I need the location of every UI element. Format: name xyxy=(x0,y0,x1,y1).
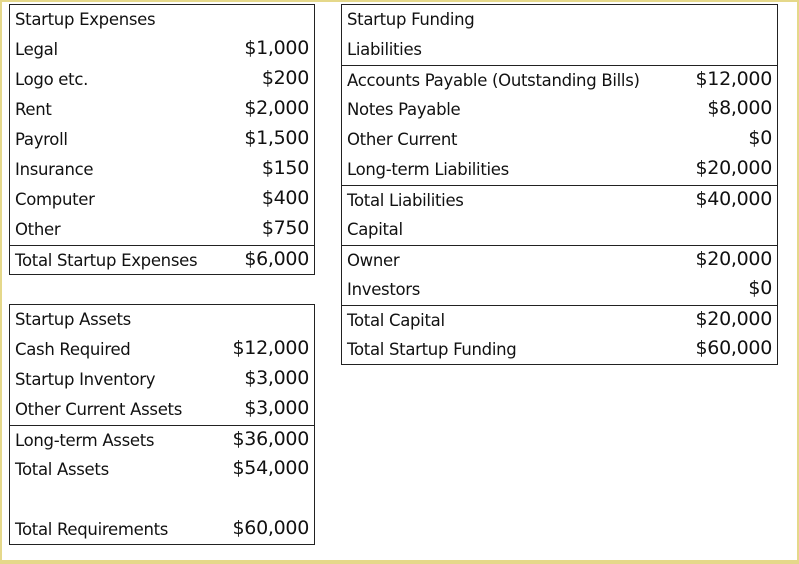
total-requirements-value: $60,000 xyxy=(232,517,309,539)
table-title-row xyxy=(342,5,777,35)
funding-title: Startup Funding xyxy=(347,10,475,29)
row-label: Insurance xyxy=(15,160,94,179)
total-funding-label: Total Startup Funding xyxy=(347,340,517,359)
row-value: $150 xyxy=(261,157,309,179)
startup-funding-table xyxy=(341,4,778,365)
row-value: $0 xyxy=(748,277,772,299)
table-row xyxy=(10,335,314,365)
row-label: Owner xyxy=(347,251,400,270)
startup-assets-table xyxy=(9,304,315,545)
table-row xyxy=(10,125,314,155)
row-value: $1,000 xyxy=(244,37,309,59)
row-value: $12,000 xyxy=(695,68,772,90)
row-label: Startup Inventory xyxy=(15,370,156,389)
table-title-row xyxy=(10,305,314,335)
total-liabilities-label: Total Liabilities xyxy=(347,191,464,210)
row-label: Payroll xyxy=(15,130,68,149)
table-title-row xyxy=(10,5,314,35)
row-value: $8,000 xyxy=(707,97,772,119)
section-heading-row xyxy=(342,35,777,65)
table-row xyxy=(342,65,777,95)
row-value: $3,000 xyxy=(244,367,309,389)
row-label: Long-term Liabilities xyxy=(347,160,509,179)
row-label: Legal xyxy=(15,40,58,59)
row-label: Computer xyxy=(15,190,95,209)
table-row xyxy=(10,365,314,395)
row-label: Logo etc. xyxy=(15,70,89,89)
total-liabilities-value: $40,000 xyxy=(695,188,772,210)
total-row xyxy=(10,515,314,545)
table-row xyxy=(342,95,777,125)
long-term-assets-value: $36,000 xyxy=(232,428,309,450)
row-label: Cash Required xyxy=(15,340,131,359)
total-row xyxy=(342,335,777,365)
total-assets-value: $54,000 xyxy=(232,457,309,479)
table-row xyxy=(10,95,314,125)
row-value: $1,500 xyxy=(244,127,309,149)
long-term-assets-label: Long-term Assets xyxy=(15,431,155,450)
startup-expenses-table xyxy=(9,4,315,275)
blank-row xyxy=(10,485,314,515)
total-funding-value: $60,000 xyxy=(695,337,772,359)
table-row xyxy=(10,395,314,425)
total-expenses-label: Total Startup Expenses xyxy=(15,251,198,270)
row-value: $750 xyxy=(261,217,309,239)
total-expenses-value: $6,000 xyxy=(244,248,309,270)
row-label: Other Current Assets xyxy=(15,400,183,419)
table-row xyxy=(10,185,314,215)
total-capital-label: Total Capital xyxy=(347,311,445,330)
total-assets-label: Total Assets xyxy=(15,460,109,479)
table-row xyxy=(342,245,777,275)
document-page xyxy=(2,2,797,560)
table-row xyxy=(342,155,777,185)
table-row xyxy=(10,215,314,245)
table-row xyxy=(342,275,777,305)
row-value: $200 xyxy=(261,67,309,89)
row-label: Accounts Payable (Outstanding Bills) xyxy=(347,71,640,90)
row-label: Rent xyxy=(15,100,52,119)
row-label: Other Current xyxy=(347,130,458,149)
row-value: $0 xyxy=(748,127,772,149)
expenses-title: Startup Expenses xyxy=(15,10,156,29)
row-label: Other xyxy=(15,220,61,239)
total-row xyxy=(342,185,777,215)
capital-heading: Capital xyxy=(347,220,403,239)
table-row xyxy=(10,65,314,95)
liabilities-heading: Liabilities xyxy=(347,40,422,59)
total-capital-value: $20,000 xyxy=(695,308,772,330)
row-value: $12,000 xyxy=(232,337,309,359)
total-requirements-label: Total Requirements xyxy=(15,520,169,539)
row-value: $20,000 xyxy=(695,157,772,179)
row-label: Investors xyxy=(347,280,421,299)
row-value: $400 xyxy=(261,187,309,209)
table-row xyxy=(10,155,314,185)
row-value: $20,000 xyxy=(695,248,772,270)
table-row xyxy=(10,425,314,455)
row-value: $2,000 xyxy=(244,97,309,119)
assets-title: Startup Assets xyxy=(15,310,131,329)
table-row xyxy=(10,455,314,485)
section-heading-row xyxy=(342,215,777,245)
total-row xyxy=(10,245,314,275)
row-value: $3,000 xyxy=(244,397,309,419)
table-row xyxy=(342,125,777,155)
table-row xyxy=(10,35,314,65)
total-row xyxy=(342,305,777,335)
row-label: Notes Payable xyxy=(347,100,461,119)
